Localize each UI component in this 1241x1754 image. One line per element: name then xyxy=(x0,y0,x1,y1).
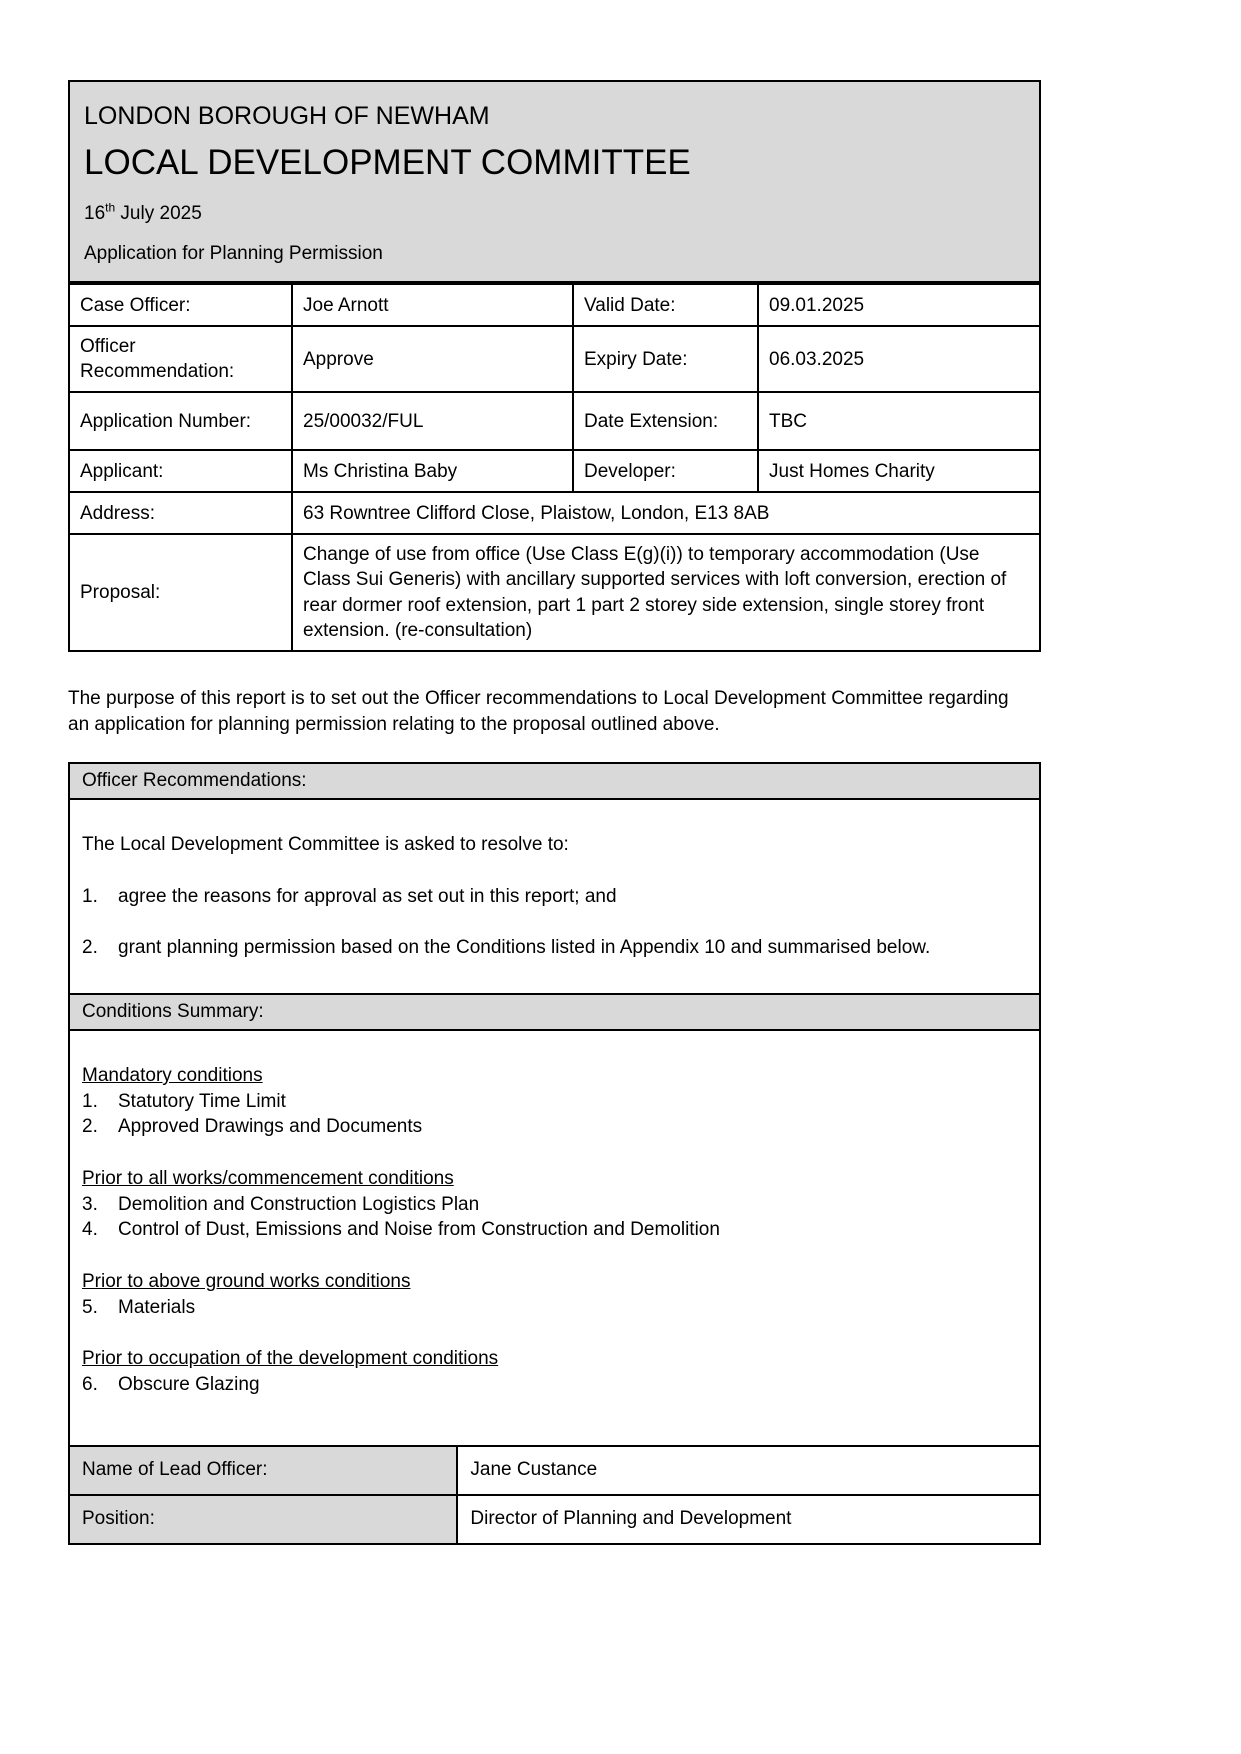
condition-group-title: Prior to all works/commencement conditions xyxy=(82,1168,454,1189)
recommendation-item xyxy=(82,935,1027,961)
condition-number: 3. xyxy=(82,1193,98,1215)
application-number-label: Application Number: xyxy=(69,392,292,450)
meeting-date-day: 16 xyxy=(84,203,106,225)
condition-text: Demolition and Construction Logistics Plan xyxy=(118,1193,480,1215)
case-officer-label: Case Officer: xyxy=(69,284,292,326)
expiry-date-value: 06.03.2025 xyxy=(758,326,1040,392)
condition-item xyxy=(82,1089,1027,1115)
address-value: 63 Rowntree Clifford Close, Plaistow, London, E13 8AB xyxy=(292,492,1040,534)
conditions-summary-heading: Conditions Summary: xyxy=(68,993,1041,1031)
condition-item xyxy=(82,1192,1027,1218)
condition-item xyxy=(82,1295,1027,1321)
conditions-summary-section xyxy=(68,993,1041,1447)
table-row xyxy=(69,1495,1040,1544)
conditions-summary-body xyxy=(68,1031,1041,1447)
condition-text: Control of Dust, Emissions and Noise from Construction and Demolition xyxy=(118,1219,720,1241)
recommendation-text: grant planning permission based on the Conditions listed in Appendix 10 and summarised below. xyxy=(118,937,931,959)
applicant-label: Applicant: xyxy=(69,450,292,492)
recommendations-intro: The Local Development Committee is asked to resolve to: xyxy=(82,834,569,856)
proposal-value: Change of use from office (Use Class E(g)(i)) to temporary accommodation (Use Class Sui Generis) with ancillary supported services with loft conversion, erection of rear dormer roof extension, part 1 part 2 storey side extension, single storey front extension. (re-consultation) xyxy=(292,534,1040,650)
condition-number: 1. xyxy=(82,1090,98,1112)
condition-group xyxy=(82,1063,1027,1140)
condition-number: 2. xyxy=(82,1116,98,1138)
condition-text: Obscure Glazing xyxy=(118,1373,260,1395)
table-row xyxy=(69,392,1040,450)
table-row xyxy=(69,492,1040,534)
report-subtitle: Application for Planning Permission xyxy=(84,243,383,265)
condition-text: Approved Drawings and Documents xyxy=(118,1116,423,1138)
meeting-date-rest: July 2025 xyxy=(115,203,202,225)
position-label: Position: xyxy=(69,1495,457,1544)
table-row xyxy=(69,1446,1040,1495)
condition-group-title: Mandatory conditions xyxy=(82,1065,263,1087)
condition-group xyxy=(82,1346,1027,1397)
officer-recommendation-value: Approve xyxy=(292,326,573,392)
officer-recommendation-label: Officer Recommendation: xyxy=(69,326,292,392)
recommendation-number: 1. xyxy=(82,885,98,907)
applicant-value: Ms Christina Baby xyxy=(292,450,573,492)
valid-date-label: Valid Date: xyxy=(573,284,758,326)
officer-recommendations-heading: Officer Recommendations: xyxy=(68,762,1041,800)
lead-officer-label: Name of Lead Officer: xyxy=(69,1446,457,1495)
recommendation-text: agree the reasons for approval as set out in this report; and xyxy=(118,885,617,907)
developer-value: Just Homes Charity xyxy=(758,450,1040,492)
condition-item xyxy=(82,1372,1027,1398)
committee-title: LOCAL DEVELOPMENT COMMITTEE xyxy=(84,143,691,182)
report-page xyxy=(68,80,1041,1545)
lead-officer-table xyxy=(68,1445,1041,1544)
valid-date-value: 09.01.2025 xyxy=(758,284,1040,326)
developer-label: Developer: xyxy=(573,450,758,492)
application-details-table xyxy=(68,283,1041,651)
condition-text: Materials xyxy=(118,1296,196,1318)
proposal-label: Proposal: xyxy=(69,534,292,650)
condition-group xyxy=(82,1269,1027,1320)
date-extension-label: Date Extension: xyxy=(573,392,758,450)
condition-group-title: Prior to occupation of the development conditions xyxy=(82,1348,499,1370)
officer-recommendations-body xyxy=(68,800,1041,995)
expiry-date-label: Expiry Date: xyxy=(573,326,758,392)
report-header xyxy=(68,80,1041,283)
condition-item xyxy=(82,1114,1027,1140)
position-value: Director of Planning and Development xyxy=(457,1495,1040,1544)
condition-number: 4. xyxy=(82,1219,98,1241)
table-row xyxy=(69,450,1040,492)
officer-recommendations-section xyxy=(68,762,1041,995)
condition-text: Statutory Time Limit xyxy=(118,1090,286,1112)
organisation-name: LONDON BOROUGH OF NEWHAM xyxy=(84,102,490,130)
condition-group-title: Prior to above ground works conditions xyxy=(82,1270,411,1292)
table-row xyxy=(69,284,1040,326)
lead-officer-value: Jane Custance xyxy=(457,1446,1040,1495)
date-extension-value: TBC xyxy=(758,392,1040,450)
condition-group xyxy=(82,1166,1027,1243)
address-label: Address: xyxy=(69,492,292,534)
application-number-value: 25/00032/FUL xyxy=(292,392,573,450)
meeting-date xyxy=(84,200,1025,225)
table-row xyxy=(69,534,1040,650)
meeting-date-ordinal: th xyxy=(105,200,116,215)
case-officer-value: Joe Arnott xyxy=(292,284,573,326)
condition-item xyxy=(82,1217,1027,1243)
recommendation-number: 2. xyxy=(82,937,98,959)
recommendation-item xyxy=(82,884,1027,910)
table-row xyxy=(69,326,1040,392)
purpose-paragraph: The purpose of this report is to set out the Officer recommendations to Local Development Committee regarding an application for planning permission relating to the proposal outlined above. xyxy=(68,687,1009,735)
condition-number: 5. xyxy=(82,1296,98,1318)
condition-number: 6. xyxy=(82,1373,98,1395)
